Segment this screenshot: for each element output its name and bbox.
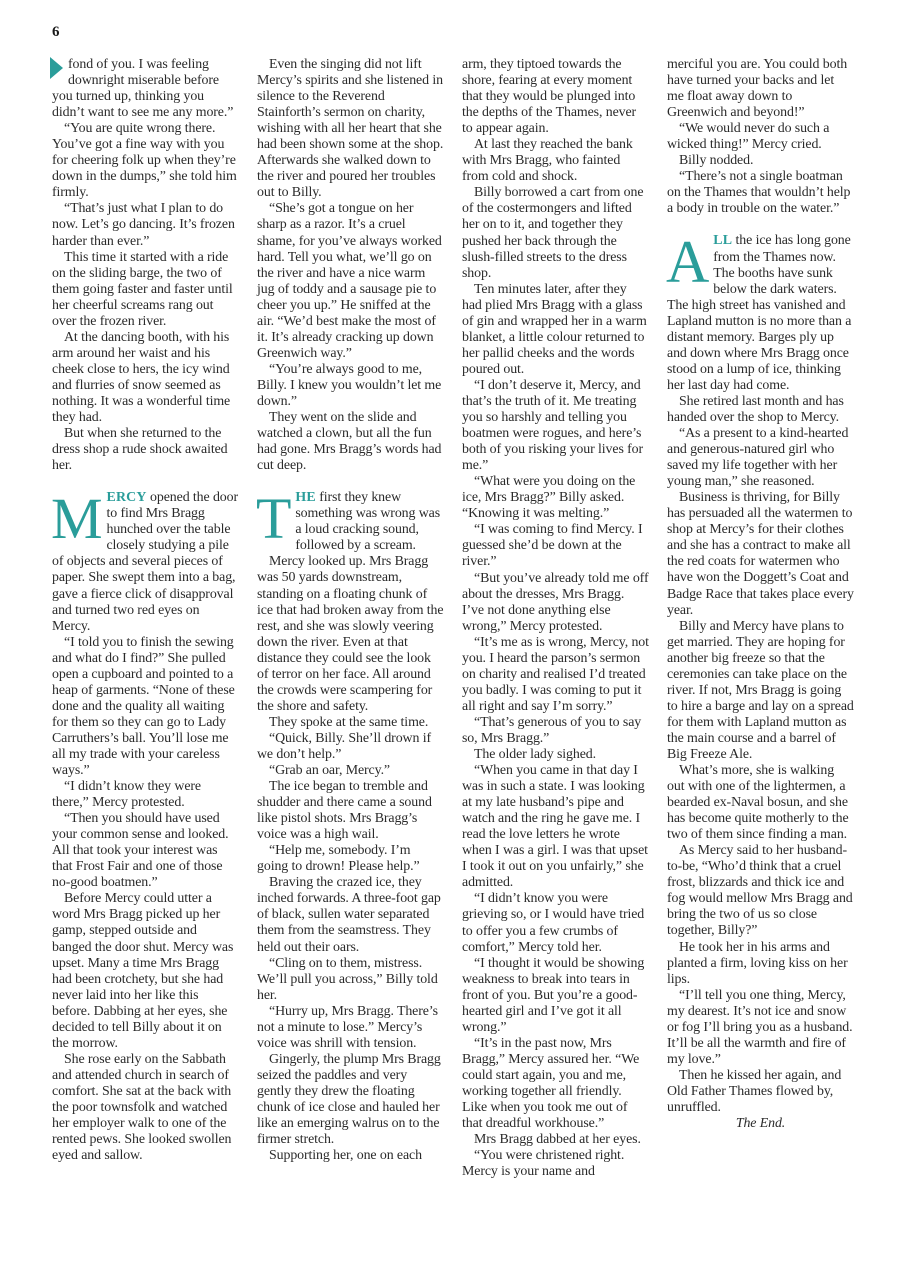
paragraph: “She’s got a tongue on her sharp as a razor. It’s a cruel shame, for you’ve always worked hard. Tell you what, we’ll go on the river and have a nice warm jug of toddy and a sausage pie to cheer you up.” He sniffed at the air. “We’d best make the most of it. It’s already cracking up down Greenwich way.” xyxy=(257,201,442,361)
article-columns xyxy=(52,57,854,1267)
paragraph: Billy and Mercy have plans to get married. They are hoping for another big freeze so that the ceremonies can take place on the river. If not, Mrs Bragg is going to hire a barge and lay on a spread for them with Lapland mutton as the main course and a barrel of Big Freeze Ale. xyxy=(667,618,854,762)
paragraph: “I’ll tell you one thing, Mercy, my dearest. It’s not ice and snow or fog I’ll bring you as a husband. It’ll be all the warmth and fire of my love.” xyxy=(667,987,853,1067)
paragraph: “Cling on to them, mistress. We’ll pull you across,” Billy told her. xyxy=(257,955,438,1003)
paragraph: Ten minutes later, after they had plied Mrs Bragg with a glass of gin and wrapped her in a warm blanket, a little colour returned to her pallid cheeks and the words poured out. xyxy=(462,281,647,377)
lead-in-smallcaps: HE xyxy=(295,490,316,506)
paragraph: At the dancing booth, with his arm around her waist and his cheek close to hers, the icy wind and flurries of snow seemed as nothing. It was a wonderful time they had. xyxy=(52,329,231,426)
paragraph: “I told you to finish the sewing and what do I find?” She pulled open a cupboard and pointed to a heap of garments. “None of these done and the quality all waiting for them so they can go to Lady Carruthers’s ball. You’ll lose me all my trade with your careless ways.” xyxy=(52,634,235,779)
paragraph: “Hurry up, Mrs Bragg. There’s not a minute to lose.” Mercy’s voice was shrill with tension. xyxy=(257,1003,438,1051)
paragraph: Billy nodded. xyxy=(679,153,754,169)
paragraph: They went on the slide and watched a clown, but all the fun had gone. Mrs Bragg’s words had cut deep. xyxy=(257,410,442,474)
column-1 xyxy=(52,57,239,1267)
paragraph: Even the singing did not lift Mercy’s spirits and she listened in silence to the Reverend Stainforth’s sermon on charity, wishing with all her heart that she had been shown some at the shop. Afterwards she walked down to the river and poured her troubles out to Billy. xyxy=(257,57,444,201)
paragraph: Mercy looked up. Mrs Bragg was 50 yards downstream, standing on a floating chunk of ice that had broken away from the rest, and she was slowly veering down the river. Even at that distance they could see the look of terror on her face. All around the crowds were scampering for the shore and safety. xyxy=(257,554,444,714)
paragraph: “But you’ve already told me off about the dresses, Mrs Bragg. I’ve not done anything else wrong,” Mercy protested. xyxy=(462,570,649,634)
paragraph: Then he kissed her again, and Old Father Thames flowed by, unruffled. xyxy=(667,1067,842,1115)
paragraph: The older lady sighed. xyxy=(474,747,597,763)
paragraph: At last they reached the bank with Mrs Bragg, who fainted from cold and shock. xyxy=(462,137,633,185)
paragraph: Before Mercy could utter a word Mrs Bragg picked up her gamp, stepped outside and banged the door shut. Mercy was upset. Many a time Mrs Bragg had been crotchety, but she had never laid into her like this before. Dabbing at her eyes, she decided to tell Billy about it on the morrow. xyxy=(52,891,234,1051)
paragraph: She rose early on the Sabbath and attended church in search of comfort. She sat at the back with the poor townsfolk and watched her employer walk to one of the rented pews. She looked swollen eyed and sallow. xyxy=(52,1051,232,1164)
paragraph: “I was coming to find Mercy. I guessed she’d be down at the river.” xyxy=(462,522,643,570)
paragraph: Mrs Bragg dabbed at her eyes. xyxy=(474,1132,641,1148)
section-break xyxy=(256,486,444,1164)
paragraph: “You’re always good to me, Billy. I knew you wouldn’t let me down.” xyxy=(257,361,442,409)
paragraph: They spoke at the same time. xyxy=(269,714,429,730)
continued-arrow-icon xyxy=(50,57,63,79)
paragraph: This time it started with a ride on the sliding barge, the two of them going faster and faster until her cheerful screams rang out over the frozen river. xyxy=(52,249,233,329)
paragraph: “I didn’t know you were grieving so, or I would have tried to offer you a few crumbs of comfort,” Mercy told her. xyxy=(462,891,645,955)
paragraph: arm, they tiptoed towards the shore, fearing at every moment that they would be plunged into the depths of the Thames, never to appear again. xyxy=(462,57,637,137)
the-end: The End. xyxy=(735,1116,786,1132)
drop-cap: T xyxy=(256,486,292,552)
paragraph: “I don’t deserve it, Mercy, and that’s the truth of it. Me treating you so harshly and telling you boatmen were rogues, and here’s both of you risking your lives for me.” xyxy=(462,377,644,474)
paragraph: “We would never do such a wicked thing!” Mercy cried. xyxy=(667,121,830,153)
section-break xyxy=(666,229,854,1116)
paragraph: Business is thriving, for Billy has persuaded all the watermen to shop at Mercy’s for their clothes and she has a contract to make all the red coats for watermen who have won the Doggett’s Coat and Badge Race that takes place every year. xyxy=(667,490,854,618)
paragraph: She retired last month and has handed over the shop to Mercy. xyxy=(667,393,844,425)
paragraph: Supporting her, one on each xyxy=(269,1148,422,1164)
paragraph: “There’s not a single boatman on the Thames that wouldn’t help a body in trouble on the water.” xyxy=(667,169,851,217)
paragraph: Gingerly, the plump Mrs Bragg seized the paddles and very gently they drew the floating chunk of ice close and hauled her like an emerging walrus on to the firmer stretch. xyxy=(257,1051,441,1148)
paragraph: “I didn’t know they were there,” Mercy protested. xyxy=(52,779,201,811)
drop-cap: A xyxy=(666,229,710,296)
paragraph: “It’s in the past now, Mrs Bragg,” Mercy assured her. “We could start again, you and me, working together all friendly. Like when you took me out of that dreadful workhouse.” xyxy=(462,1035,640,1132)
paragraph: He took her in his arms and planted a firm, loving kiss on her lips. xyxy=(667,939,848,987)
column-4 xyxy=(667,57,854,1267)
paragraph: As Mercy said to her husband-to-be, “Who’d think that a cruel frost, blizzards and thick ice and fog would mellow Mrs Bragg and bring the two of us so close together, Billy?” xyxy=(667,843,853,939)
column-3 xyxy=(462,57,649,1267)
paragraph: The ice began to tremble and shudder and there came a sound like pistol shots. Mrs Bragg’s voice was a high wail. xyxy=(257,779,432,843)
lead-in-smallcaps: LL xyxy=(713,233,733,249)
section-lead: ALL the ice has long gone from the Thames now. The booths have sunk below the dark waters. The high street has vanished and Lapland mutton is no more than a distant memory. Barges ply up and down where Mrs Bragg once stood on a lump of ice, thinking her last day had come. xyxy=(666,229,852,393)
paragraph: “You were christened right. Mercy is your name and xyxy=(462,1148,625,1180)
paragraph: “As a present to a kind-hearted and generous-natured girl who saved my life together with her young man,” she reasoned. xyxy=(667,426,849,490)
paragraph: “What were you doing on the ice, Mrs Bragg?” Billy asked. “Knowing it was melting.” xyxy=(462,474,636,522)
drop-cap: M xyxy=(51,486,103,552)
lead-in-smallcaps: ERCY xyxy=(106,490,147,506)
paragraph: “Grab an oar, Mercy.” xyxy=(269,763,391,779)
column-2 xyxy=(257,57,444,1267)
paragraph: “It’s me as is wrong, Mercy, not you. I heard the parson’s sermon on charity and realised I’d treated you badly. I was coming to put it all right and say I’m sorry.” xyxy=(462,634,649,714)
paragraph: “When you came in that day I was in such a state. I was looking at my late husband’s pipe and watch and the ring he gave me. I read the love letters he wrote when I was a girl. I was that upset I took it out on you unfairly,” she admitted. xyxy=(462,763,648,891)
page-number: 6 xyxy=(52,24,60,40)
paragraph: merciful you are. You could both have turned your backs and let me float away down to Greenwich and beyond!” xyxy=(667,57,848,121)
paragraph: Billy borrowed a cart from one of the costermongers and lifted her on to it, and together they pushed her back through the slush-filled streets to the dress shop. xyxy=(462,185,644,281)
paragraph: Braving the crazed ice, they inched forwards. A three-foot gap of black, sullen water separated them from the seamstress. They held out their oars. xyxy=(257,875,441,955)
paragraph: “Then you should have used your common sense and looked. All that took your interest was that Frost Fair and one of those no-good boatmen.” xyxy=(52,811,229,891)
paragraph: “Quick, Billy. She’ll drown if we don’t help.” xyxy=(257,730,431,762)
paragraph: “That’s generous of you to say so, Mrs Bragg.” xyxy=(462,714,642,746)
paragraph: “That’s just what I plan to do now. Let’s go dancing. It’s frozen harder than ever.” xyxy=(52,201,235,249)
paragraph: fond of you. I was feeling downright miserable before you turned up, thinking you didn’t want to see me any more.” xyxy=(52,57,234,121)
paragraph: “I thought it would be showing weakness to break into tears in front of you. But you’re a good-hearted girl and I’ve got it all wrong.” xyxy=(462,955,645,1035)
paragraph: “You are quite wrong there. You’ve got a fine way with you for cheering folk up when they’re down in the dumps,” she told him firmly. xyxy=(52,121,237,201)
section-break xyxy=(51,486,239,1164)
paragraph: But when she returned to the dress shop a rude shock awaited her. xyxy=(52,426,228,474)
paragraph: What’s more, she is walking out with one of the lightermen, a bearded ex-Naval bosun, and she has become quite motherly to the two of them since finding a man. xyxy=(667,763,849,843)
paragraph: “Help me, somebody. I’m going to drown! Please help.” xyxy=(257,843,420,875)
section-lead: THE first they knew something was wrong was a loud cracking sound, followed by a scream. xyxy=(256,486,441,554)
section-lead: MERCY opened the door to find Mrs Bragg hunched over the table closely studying a pile of objects and several pieces of paper. She swept them into a bag, gave a fierce click of disapproval and turned two red eyes on Mercy. xyxy=(51,486,239,634)
